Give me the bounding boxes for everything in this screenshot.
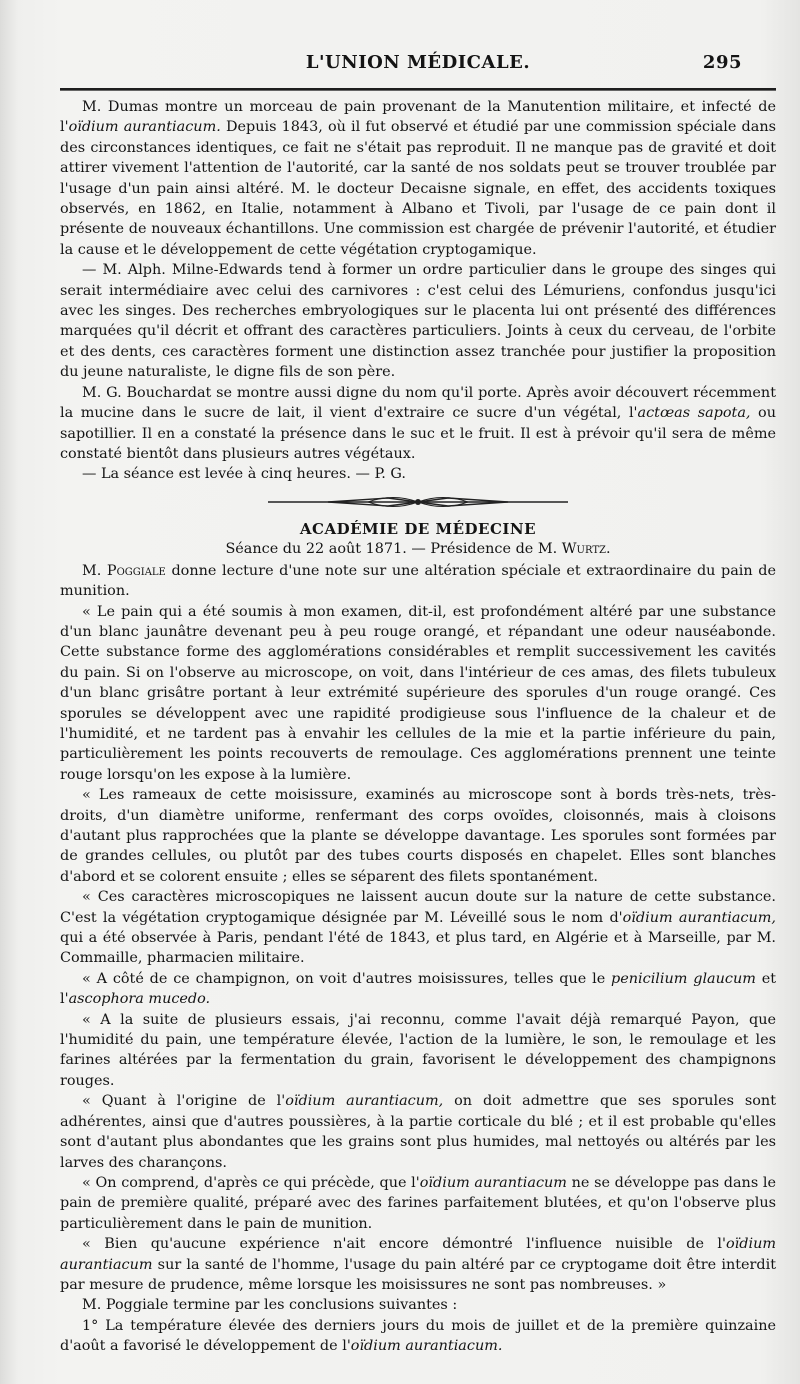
paragraph-milne-edwards: — M. Alph. Milne-Edwards tend à former un ordre particulier dans le groupe des singes qui serait intermédiaire avec celui des carnivores : c'est celui des Lémuriens, confondus jusqu'ici avec les singes. Des recherches embryologiques sur le placenta lui ont présenté des différences marquées qu'il décrit et offrant des caractères particuliers. Joints à ceux du cerveau, de l'orbite et des dents, ces caractères forment une distinction assez tranchée pour justifier la proposition du jeune naturaliste, le digne fils de son père. <box>60 262 776 381</box>
text-italic: oïdium aurantiacum <box>419 1174 567 1191</box>
president-name: Wurtz <box>561 540 606 557</box>
section-title: ACADÉMIE DE MÉDECINE <box>299 519 537 538</box>
paragraph-comprend <box>60 1173 776 1234</box>
text-segment: « On comprend, d'après ce qui précède, que l' <box>82 1174 420 1191</box>
journal-title: L'UNION MÉDICALE. <box>305 52 531 73</box>
paragraph-conclusions-intro: M. Poggiale termine par les conclusions suivantes : <box>82 1297 458 1314</box>
text-italic: actœas sapota, <box>637 405 751 422</box>
paragraph-rameaux: « Les rameaux de cette moisissure, examinés au microscope sont à bords très-nets, très-droits, d'un diamètre uniforme, renfermant des corps ovoïdes, cloisonnés, mais à cloisons d'autant plus rapprochées que la plante se développe davantage. Les sporules sont formées par de grandes cellules, ou plutôt par des tubes courts disposés en chapelet. Elles sont blanches d'abord et se colorent ensuite ; elles se séparent des filets spontanément. <box>60 787 776 885</box>
ornament-divider <box>268 495 568 509</box>
text-segment: sur la santé de l'homme, l'usage du pain altéré par ce cryptogame doit être interdit par mesure de prudence, même lorsque les moisissures ne sont pas nombreuses. » <box>60 1256 776 1293</box>
text-segment: ou sapotillier. Il en a constaté la présence dans le suc et le fruit. Il est à prévoir qu'il sera de même constaté bientôt dans plusieurs autres végétaux. <box>60 405 776 462</box>
paragraph-bouchardat <box>60 383 776 465</box>
text-segment: « A côté de ce champignon, on voit d'autres moisissures, telles que le <box>82 970 612 987</box>
paragraph-dumas <box>60 97 776 260</box>
text-italic: oïdium aurantiacum <box>60 1236 776 1273</box>
text-italic: oïdium aurantiacum. <box>350 1338 503 1355</box>
page-number: 295 <box>702 52 742 73</box>
text-segment: « Quant à l'origine de l' <box>82 1093 286 1110</box>
page-header <box>60 52 776 78</box>
paragraph-seance-levee: — La séance est levée à cinq heures. — P. G. <box>82 466 406 483</box>
paragraph-conclusion-1 <box>60 1316 776 1357</box>
text-segment: Depuis 1843, où il fut observé et étudié par une commission spéciale dans des circonstances identiques, ce fait ne s'était pas reproduit. Il ne manque pas de gravité et doit attirer vivement l'attention de l'autorité, car la santé de nos soldats peut se trouver troublée par l'usage d'un pain ainsi altéré. M. le docteur Decaisne signale, en effet, des accidents toxiques observés, en 1862, en Italie, notamment à Albano et Tivoli, par l'usage de ce pain dont il présente de nouveaux échantillons. Une commission est chargée de prévenir l'autorité, et étudier la cause et le développement de cette végétation cryptogamique. <box>60 119 776 258</box>
text-segment: qui a été observée à Paris, pendant l'été de 1843, et plus tard, en Algérie et à Marseille, par M. Commaille, pharmacien militaire. <box>60 930 776 967</box>
text-segment: M. Dumas montre un morceau de pain provenant de la Manutention militaire, et infecté de l' <box>60 99 776 136</box>
text-segment: on doit admettre que ses sporules sont adhérentes, ainsi que d'autres poussières, à la partie corticale du blé ; et il est probable qu'elles sont d'autant plus abondantes que les grains sont plus humides, mal nettoyés ou altérés par les larves des charançons. <box>60 1093 776 1171</box>
text-italic: oïdium aurantiacum, <box>285 1093 444 1110</box>
author-name: Poggiale <box>106 562 166 579</box>
text-segment: donne lecture d'une note sur une altération spéciale et extraordinaire du pain de munition. <box>60 562 776 600</box>
text-segment: « Bien qu'aucune expérience n'ait encore démontré l'influence nuisible de l' <box>82 1236 726 1253</box>
text-segment: « Ces caractères microscopiques ne laissent aucun doute sur la nature de cette substance. C'est la végétation cryptogamique désignée par M. Léveillé sous le nom d' <box>60 889 776 926</box>
paragraph-poggiale-intro: M. Poggiale donne lecture d'une note sur une altération spéciale et extraordinaire du pain de munition. <box>60 562 776 600</box>
text-segment: ne se développe pas dans le pain de première qualité, préparé avec des farines parfaitement blutées, et qu'on l'observe plus particulièrement dans le pain de munition. <box>60 1174 776 1232</box>
text-italic: oïdium aurantiacum. <box>68 119 221 136</box>
paragraph-examen: « Le pain qui a été soumis à mon examen, dit-il, est profondément altéré par une substance d'un blanc jaunâtre devenant peu à peu rouge orangé, et répandant une odeur nauséabonde. Cette substance forme des agglomérations considérables et remplit successivement les cavités du pain. Si on l'observe au microscope, on voit, dans l'intérieur de ces amas, des filets tubuleux d'un blanc grisâtre portant à leur extrémité supérieure des sporules d'un rouge orangé. Ces sporules se développent avec une rapidité prodigieuse sous l'influence de la chaleur et de l'humidité, et ne tardent pas à envahir les cellules de la mie et la partie inférieure du pain, particulièrement les points recouverts de remoulage. Ces agglomérations prennent une teinte rouge lorsqu'on les expose à la lumière. <box>60 603 776 783</box>
paragraph-essais: « A la suite de plusieurs essais, j'ai reconnu, comme l'avait déjà remarqué Payon, que l'humidité du pain, une température élevée, l'action de la lumière, le son, le remoulage et les farines altérées par la fermentation du grain, favorisent le développement des champignons rouges. <box>60 1011 776 1089</box>
paragraph-experience <box>60 1234 776 1295</box>
session-line <box>60 539 776 559</box>
text-segment: et l' <box>60 970 777 1008</box>
paragraph-caracteres <box>60 887 776 969</box>
text-segment: 1° La température élevée des derniers jours du mois de juillet et de la première quinzaine d'août a favorisé le développement de l' <box>60 1317 776 1355</box>
text-segment: . <box>605 540 611 557</box>
text-segment: M. G. Bouchardat se montre aussi digne du nom qu'il porte. Après avoir découvert récemment la mucine dans le sucre de lait, il vient d'extraire ce sucre d'un végétal, l' <box>60 384 776 422</box>
paragraph-champignon <box>60 969 776 1010</box>
text-segment: Séance du 22 août 1871. — Présidence de M. <box>225 540 562 557</box>
text-italic: penicilium glaucum <box>611 970 756 987</box>
header-rule <box>60 88 776 91</box>
text-italic: oïdium aurantiacum, <box>622 909 776 926</box>
paragraph-origine <box>60 1091 776 1173</box>
text-italic: ascophora mucedo. <box>68 991 211 1008</box>
